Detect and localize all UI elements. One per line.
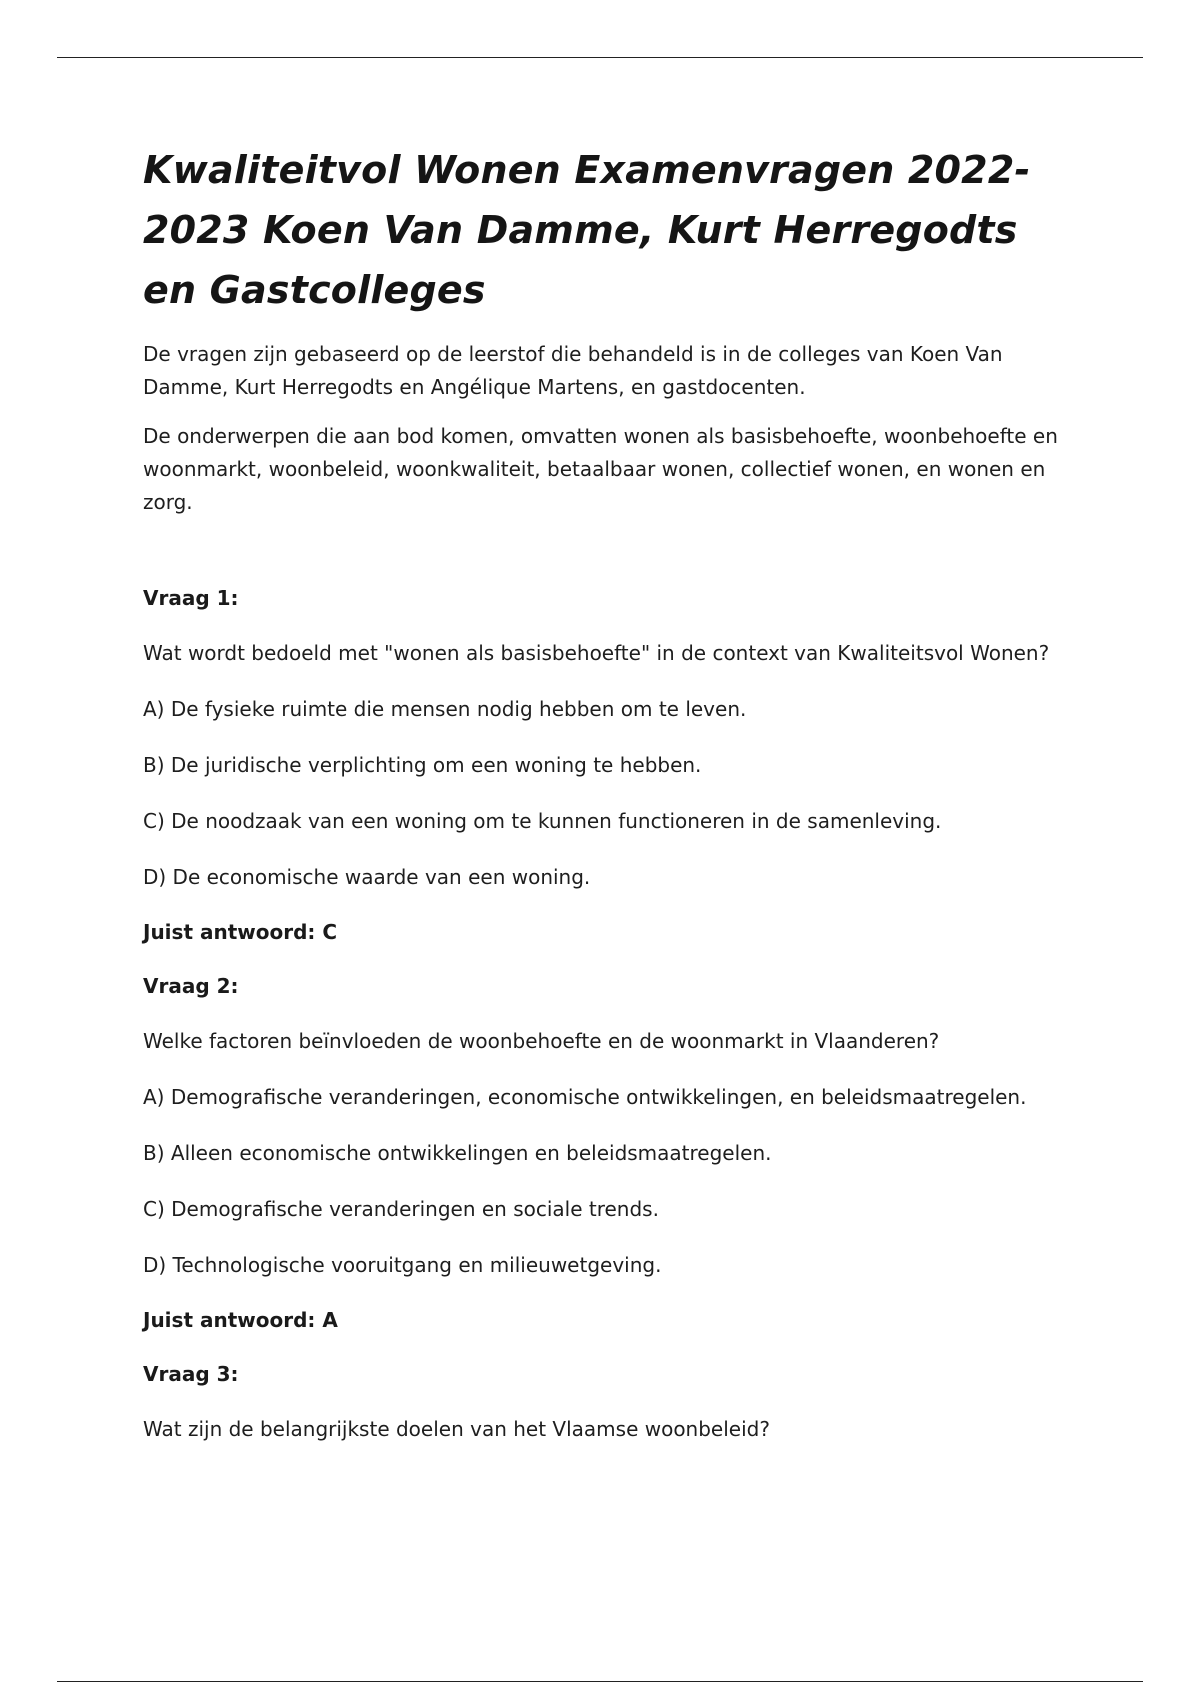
intro-section	[143, 338, 1083, 519]
document-body	[143, 140, 1083, 1443]
answer-option-b: B) Alleen economische ontwikkelingen en beleidsmaatregelen.	[143, 1141, 772, 1165]
correct-answer: Juist antwoord: C	[143, 920, 338, 944]
answer-option-b: B) De juridische verplichting om een woning te hebben.	[143, 753, 702, 777]
answer-options	[143, 695, 1083, 891]
question-1	[143, 585, 1083, 945]
question-heading: Vraag 1:	[143, 586, 239, 610]
answer-options	[143, 1083, 1083, 1279]
question-list	[143, 585, 1083, 1443]
question-2	[143, 973, 1083, 1333]
bottom-rule	[57, 1681, 1143, 1682]
answer-option-c: C) De noodzaak van een woning om te kunnen functioneren in de samenleving.	[143, 809, 942, 833]
question-heading: Vraag 3:	[143, 1362, 239, 1386]
answer-option-d: D) De economische waarde van een woning.	[143, 865, 591, 889]
correct-answer: Juist antwoord: A	[143, 1308, 338, 1332]
document-title: Kwaliteitvol Wonen Examenvragen 2022-2023 Koen Van Damme, Kurt Herregodts en Gastcolleges	[143, 148, 1031, 312]
question-3	[143, 1361, 1083, 1443]
answer-option-c: C) Demografische veranderingen en sociale trends.	[143, 1197, 659, 1221]
top-rule	[57, 57, 1143, 58]
question-text: Welke factoren beïnvloeden de woonbehoefte en de woonmarkt in Vlaanderen?	[143, 1029, 940, 1053]
question-text: Wat wordt bedoeld met "wonen als basisbehoefte" in de context van Kwaliteitsvol Wonen?	[143, 641, 1050, 665]
intro-paragraph: De vragen zijn gebaseerd op de leerstof die behandeld is in de colleges van Koen Van Damme, Kurt Herregodts en Angélique Martens, en gastdocenten.	[143, 342, 1003, 399]
answer-option-d: D) Technologische vooruitgang en milieuwetgeving.	[143, 1253, 662, 1277]
question-text: Wat zijn de belangrijkste doelen van het Vlaamse woonbeleid?	[143, 1417, 770, 1441]
answer-option-a: A) De fysieke ruimte die mensen nodig hebben om te leven.	[143, 697, 747, 721]
intro-paragraph: De onderwerpen die aan bod komen, omvatten wonen als basisbehoefte, woonbehoefte en woonmarkt, woonbeleid, woonkwaliteit, betaalbaar wonen, collectief wonen, en wonen en zorg.	[143, 424, 1058, 514]
answer-option-a: A) Demografische veranderingen, economische ontwikkelingen, en beleidsmaatregelen.	[143, 1085, 1027, 1109]
question-heading: Vraag 2:	[143, 974, 239, 998]
